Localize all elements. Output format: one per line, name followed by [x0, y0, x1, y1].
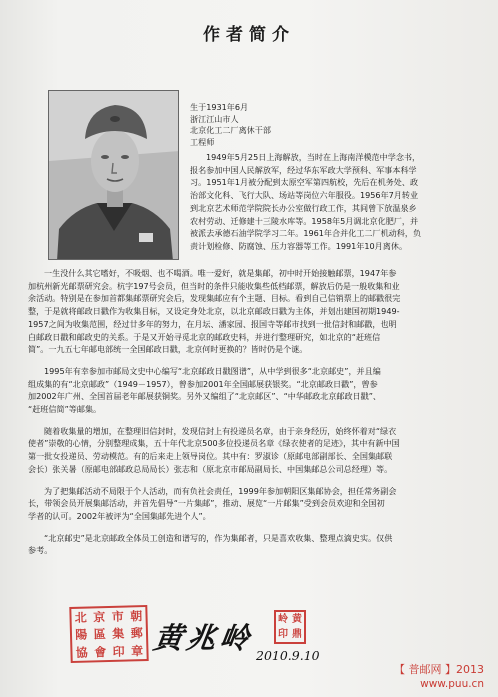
text-line: “北京邮史”是北京邮政全体员工创造和谱写的，作为集邮者，只是喜欢收集、整理点滴史实。仅供 — [44, 532, 393, 543]
text-line: 加杭州新光邮票研究会。杭字197号会员，但当时的条件只能收集些低档邮票，解放后仍是一般收集和业 — [28, 280, 400, 291]
text-line: 参考。 — [28, 545, 53, 556]
bio-paragraph — [190, 151, 421, 253]
watermark-brand: 【 普邮网 】2013 — [394, 663, 484, 676]
paragraph-association — [28, 485, 400, 523]
text-line: 组成集的有“北京邮政”（1949－1957），曾参加2001年全国邮展获银奖。“北京邮政日戳”，曾参 — [28, 378, 378, 389]
text-line: 白邮政日戳和邮政史的关系。于是又开始寻觅北京的邮政史料，并进行整理研究，如北京的“赶班信 — [28, 331, 381, 342]
text-line: 1995年有幸参加市邮局文史中心编写“北京邮政日戳图谱”，从中学到很多“北京邮史”，并且编 — [44, 365, 381, 376]
text-line: 加2002年广州、全国首届老年邮展获铜奖。另外又编组了“北京邮区”、“中华邮政北京邮政日戳”、 — [28, 391, 382, 402]
text-line: 责计划检修、防腐蚀、压力容器等工作。1991年10月离休。 — [190, 240, 408, 251]
text-line: 余活动。特别是在参加首都集邮票研究会后，发现集邮应有个主题、目标。看到自己信销票上的邮戳很完 — [28, 293, 401, 304]
text-line: 学者的认可。2002年被评为“全国集邮先进个人”。 — [28, 510, 211, 521]
author-info — [190, 101, 271, 147]
work-unit: 北京化工二厂离休干部 — [190, 125, 271, 135]
paragraph-exhibits — [28, 365, 400, 416]
association-seal: 北 京 市 朝 陽 區 集 郵 協 會 印 章 — [69, 605, 148, 663]
text-line: 一生没什么其它嗜好，不吸烟、也不喝酒。唯一爱好，就是集邮，初中时开始接触邮票，1947年参 — [44, 268, 397, 278]
text-line: 1949年5月25日上海解放，当时在上海南洋模范中学念书， — [206, 152, 421, 162]
text-line: “赶班信简”等邮集。 — [28, 404, 102, 415]
text-line: 简”。一九五七年邮电部统一全国邮政日戳，北京何时更换的？皆时仍是个谜。 — [28, 344, 308, 355]
job-title: 工程师 — [190, 136, 215, 147]
personal-seal: 岭 黄 印 鼎 — [274, 610, 306, 644]
text-line: 第一批女投递员、劳动模范。有的后来走上领导岗位。其中有：罗淑诊（原邮电部副部长、全国集邮联 — [28, 451, 393, 462]
text-line: 使者”崇敬的心情，分别整理成集，五十年代北京500多位投递员名章《绿衣使者的足迹》，其中有新中国 — [28, 438, 400, 449]
text-line: 习。1951年1月被分配到太原空军第四航校，先后在机务处、政 — [190, 177, 419, 188]
text-line: 报名参加中国人民解放军，经过华东军政大学预科、军事本科学 — [190, 164, 417, 175]
text-line: 农村劳动、迁修建十三陵水库等。1958年5月调北京化肥厂，并 — [190, 215, 419, 226]
signature-block — [70, 606, 370, 676]
text-line: 被派去承德石油学院学习二年。1961年合并化工二厂机动科，负 — [190, 228, 422, 239]
paragraph-postmen — [28, 425, 400, 476]
signature-date: 2010.9.10 — [256, 648, 320, 663]
author-photo — [48, 90, 179, 260]
author-signature: 黄兆岭 — [151, 621, 256, 655]
text-line: 1957之间为收集范围，经过廿多年的努力，在月坛、潘家园、报国寺等邮市找到一批信封和邮戳，也明 — [28, 318, 397, 329]
text-line: 为了把集邮活动不局限于个人活动，而有负社会责任，1999年参加朝阳区集邮协会，担任常务副会 — [44, 485, 397, 496]
text-line: 整，于是就将邮政日戳作为收集目标，又设定身处北京，以北京邮政日戳为主体，并划出建国初期1949- — [28, 306, 400, 317]
hometown: 浙江江山市人 — [190, 113, 239, 124]
text-line: 到北京艺术师范学院院长办公室做行政工作，其间曾下放温泉乡 — [190, 202, 417, 213]
body-text — [28, 267, 400, 566]
text-line: 会长）张关暑（原邮电部邮政总局局长）张志和（原北京市邮局副局长、中国集邮总公司总经理）等。 — [28, 463, 393, 474]
paragraph-closing — [28, 532, 400, 557]
text-line: 随着收集量的增加，在整理旧信封时，发现信封上有投递员名章，由于亲身经历，始终怀着对“绿衣 — [44, 425, 397, 436]
page-title: 作者简介 — [203, 25, 295, 45]
watermark-url: www.puu.cn — [420, 678, 484, 690]
text-line: 长，带领会员开展集邮活动，并首先倡导“一片集邮”，推动、展览“一片邮集”受到会员欢迎和全国初 — [28, 498, 385, 509]
paragraph-hobby — [28, 267, 400, 356]
text-line: 治部文化科、飞行大队、场站等岗位六年服役。1956年7月转业 — [190, 190, 419, 201]
birth-date: 生于1931年6月 — [190, 102, 249, 112]
